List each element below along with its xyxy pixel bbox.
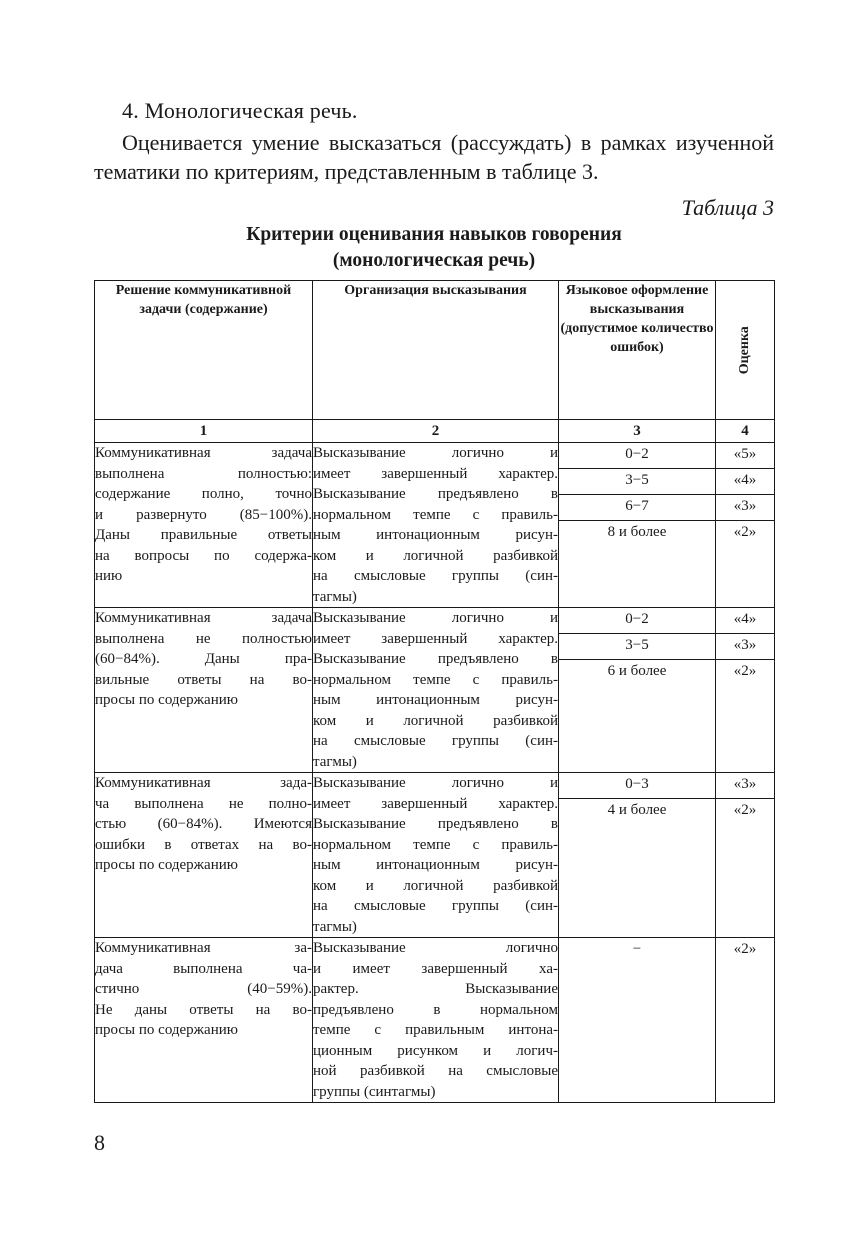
error-range: − bbox=[632, 941, 642, 957]
column-number: 3 bbox=[559, 420, 716, 443]
organization-cell-line: тагмы) bbox=[313, 753, 357, 770]
content-cell-line: выполнена не полностью bbox=[95, 630, 312, 647]
header-language: Языковое оформление высказывания (допустимое количество ошибок) bbox=[559, 281, 716, 420]
error-range: 0−2 bbox=[559, 608, 715, 634]
error-range: 0−3 bbox=[559, 773, 715, 799]
column-number: 4 bbox=[716, 420, 775, 443]
grade-value: «2» bbox=[733, 663, 757, 679]
grade-value: «4» bbox=[716, 608, 774, 634]
grade-value: «5» bbox=[716, 443, 774, 469]
column-number: 2 bbox=[313, 420, 559, 443]
column-number: 1 bbox=[95, 420, 313, 443]
grade-value: «2» bbox=[733, 941, 757, 957]
errors-cell bbox=[559, 608, 716, 773]
content-cell bbox=[95, 608, 313, 773]
content-cell bbox=[95, 938, 313, 1103]
grade-value: «3» bbox=[716, 634, 774, 660]
grades-cell bbox=[716, 443, 775, 608]
header-grade-label: Оценка bbox=[736, 325, 752, 375]
content-cell-line: просы по содержанию bbox=[95, 1022, 238, 1038]
organization-cell-line: предъявлено в нормальном bbox=[313, 1001, 558, 1018]
organization-cell-line: ным интонационным рисун- bbox=[313, 527, 558, 543]
organization-cell-line: темпе с правильным интона- bbox=[313, 1022, 558, 1038]
organization-cell-line: имеет завершенный характер. bbox=[313, 465, 558, 482]
content-cell bbox=[95, 443, 313, 608]
organization-cell bbox=[313, 443, 559, 608]
criteria-table bbox=[94, 280, 775, 1103]
intro-paragraph: Оценивается умение высказаться (рассуждать) в рамках изученной тематики по критериям, представленным в таблице 3. bbox=[94, 130, 774, 184]
organization-cell-line: Высказывание логично bbox=[313, 940, 558, 956]
header-organization: Организация высказывания bbox=[313, 281, 559, 420]
content-cell-line: Коммуникативная задача bbox=[95, 610, 312, 626]
organization-cell-line: Высказывание логично и bbox=[313, 775, 558, 791]
organization-cell-line: нормальном темпе с правиль- bbox=[313, 836, 558, 853]
error-range: 3−5 bbox=[559, 469, 715, 495]
organization-cell-line: на смысловые группы (син- bbox=[313, 568, 558, 584]
content-cell-line: Коммуникативная задача bbox=[95, 445, 312, 461]
error-range: 4 и более bbox=[607, 802, 667, 818]
content-cell-line: содержание полно, точно bbox=[95, 486, 312, 502]
error-range: 6 и более bbox=[607, 663, 667, 679]
table-title-line-1: Критерии оценивания навыков говорения bbox=[246, 224, 622, 245]
grade-value: «3» bbox=[716, 495, 774, 521]
content-cell-line: ошибки в ответах на во- bbox=[95, 836, 312, 853]
content-cell-line: Даны правильные ответы bbox=[95, 527, 312, 543]
content-cell-line: стью (60−84%). Имеются bbox=[95, 816, 312, 832]
errors-cell bbox=[559, 938, 716, 1103]
table-header-row bbox=[95, 281, 775, 420]
content-cell bbox=[95, 773, 313, 938]
section-heading: 4. Монологическая речь. bbox=[122, 98, 358, 123]
grades-cell bbox=[716, 608, 775, 773]
criteria-row bbox=[95, 773, 775, 938]
organization-cell-line: имеет завершенный характер. bbox=[313, 630, 558, 647]
content-cell-line: Коммуникативная за- bbox=[95, 940, 312, 956]
content-cell-line: вильные ответы на во- bbox=[95, 671, 312, 688]
errors-cell bbox=[559, 773, 716, 938]
organization-cell-line: нормальном темпе с правиль- bbox=[313, 671, 558, 688]
organization-cell-line: ком и логичной разбивкой bbox=[313, 712, 558, 729]
organization-cell-line: ным интонационным рисун- bbox=[313, 857, 558, 873]
errors-cell bbox=[559, 443, 716, 608]
organization-cell bbox=[313, 938, 559, 1103]
organization-cell-line: ционным рисунком и логич- bbox=[313, 1042, 558, 1059]
content-cell-line: Не даны ответы на во- bbox=[95, 1001, 312, 1018]
grades-cell bbox=[716, 773, 775, 938]
content-cell-line: нию bbox=[95, 568, 123, 584]
header-content: Решение коммуникативной задачи (содержание) bbox=[95, 281, 313, 420]
criteria-row bbox=[95, 443, 775, 608]
organization-cell-line: тагмы) bbox=[313, 588, 357, 605]
content-cell-line: Коммуникативная зада- bbox=[95, 775, 312, 791]
organization-cell bbox=[313, 608, 559, 773]
content-cell-line: и развернуто (85−100%). bbox=[95, 506, 312, 523]
content-cell-line: стично (40−59%). bbox=[95, 981, 312, 997]
page-number: 8 bbox=[94, 1130, 105, 1155]
content-cell-line: дача выполнена ча- bbox=[95, 960, 312, 977]
table-label: Таблица 3 bbox=[681, 195, 774, 220]
organization-cell-line: ной разбивкой на смысловые bbox=[313, 1063, 558, 1079]
organization-cell-line: тагмы) bbox=[313, 918, 357, 935]
organization-cell-line: Высказывание предъявлено в bbox=[313, 651, 558, 667]
error-range: 8 и более bbox=[607, 524, 667, 540]
table-title bbox=[94, 222, 774, 274]
criteria-row bbox=[95, 938, 775, 1103]
content-cell-line: просы по содержанию bbox=[95, 857, 238, 873]
content-cell-line: на вопросы по содержа- bbox=[95, 547, 312, 564]
content-cell-line: просы по содержанию bbox=[95, 692, 238, 708]
grade-value: «3» bbox=[716, 773, 774, 799]
organization-cell-line: нормальном темпе с правиль- bbox=[313, 506, 558, 523]
organization-cell-line: на смысловые группы (син- bbox=[313, 733, 558, 749]
error-range: 6−7 bbox=[559, 495, 715, 521]
criteria-rows bbox=[95, 443, 775, 1103]
table-title-line-2: (монологическая речь) bbox=[332, 250, 536, 271]
organization-cell-line: группы (синтагмы) bbox=[313, 1083, 436, 1100]
grade-value: «2» bbox=[733, 802, 757, 818]
grades-cell bbox=[716, 938, 775, 1103]
organization-cell-line: Высказывание предъявлено в bbox=[313, 486, 558, 502]
organization-cell-line: ным интонационным рисун- bbox=[313, 692, 558, 708]
content-cell-line: ча выполнена не полно- bbox=[95, 795, 312, 812]
organization-cell-line: Высказывание предъявлено в bbox=[313, 816, 558, 832]
content-cell-line: выполнена полностью: bbox=[95, 465, 312, 482]
grade-value: «4» bbox=[716, 469, 774, 495]
error-range: 3−5 bbox=[559, 634, 715, 660]
grade-value: «2» bbox=[733, 524, 757, 540]
content-cell-line: (60−84%). Даны пра- bbox=[95, 651, 312, 667]
header-grade bbox=[716, 281, 775, 420]
organization-cell-line: рактер. Высказывание bbox=[313, 981, 558, 997]
organization-cell-line: имеет завершенный характер. bbox=[313, 795, 558, 812]
organization-cell-line: ком и логичной разбивкой bbox=[313, 877, 558, 894]
organization-cell-line: Высказывание логично и bbox=[313, 445, 558, 461]
organization-cell-line: и имеет завершенный ха- bbox=[313, 960, 558, 977]
criteria-row bbox=[95, 608, 775, 773]
organization-cell-line: на смысловые группы (син- bbox=[313, 898, 558, 914]
error-range: 0−2 bbox=[559, 443, 715, 469]
organization-cell bbox=[313, 773, 559, 938]
organization-cell-line: ком и логичной разбивкой bbox=[313, 547, 558, 564]
column-number-row bbox=[95, 420, 775, 443]
organization-cell-line: Высказывание логично и bbox=[313, 610, 558, 626]
